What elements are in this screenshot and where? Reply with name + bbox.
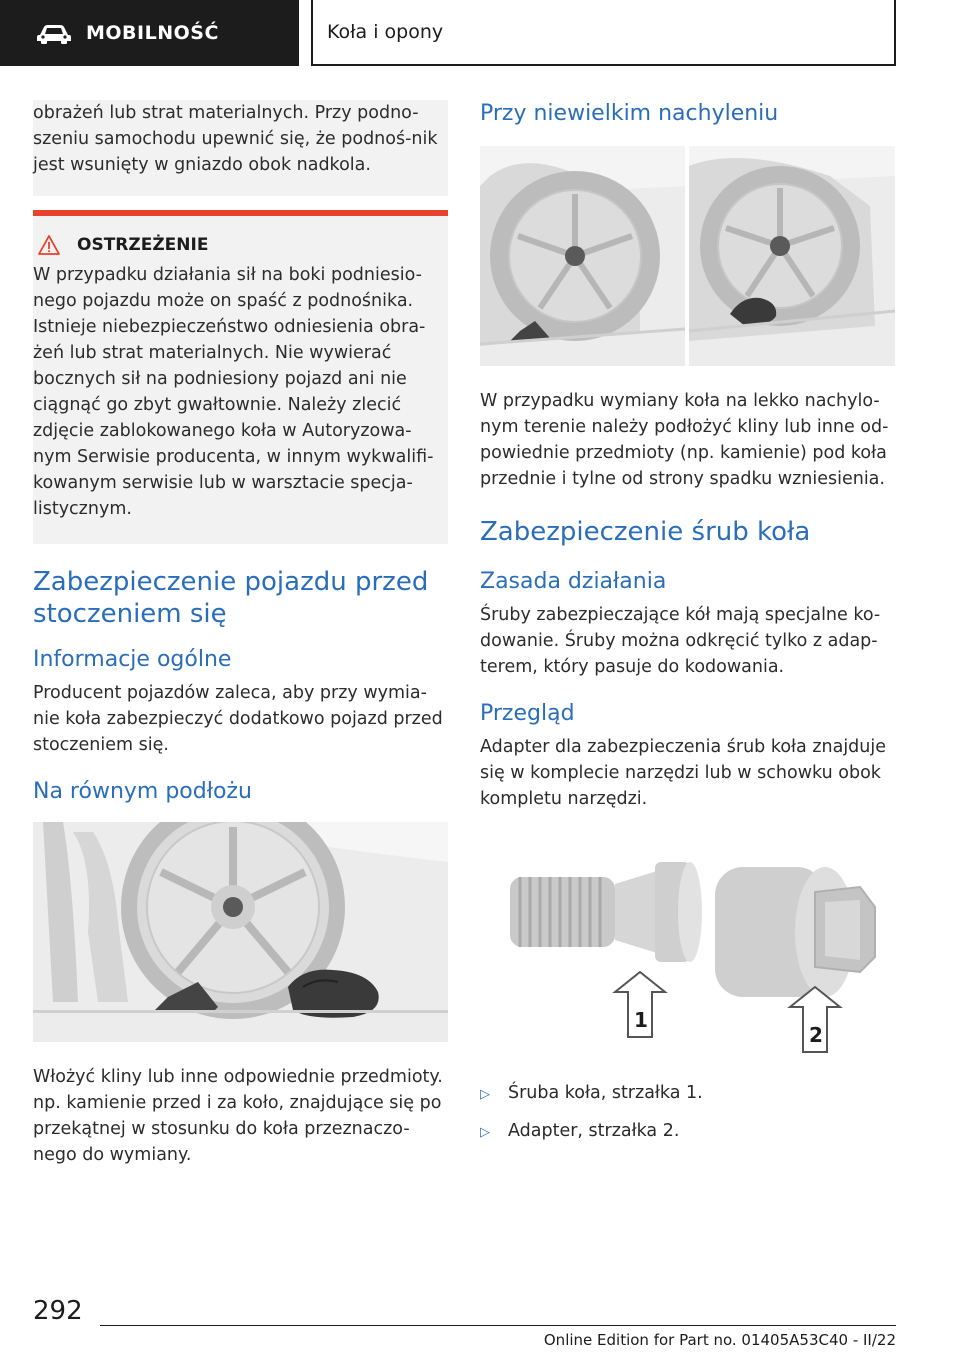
page-number: 292 bbox=[33, 1296, 83, 1326]
wheel-chock-slope-image bbox=[480, 146, 895, 366]
warning-box bbox=[33, 210, 448, 544]
triangle-bullet-icon: ▷ bbox=[480, 1125, 490, 1140]
list-item: ▷ Adapter, strzałka 2. bbox=[480, 1118, 895, 1146]
general-info-text: Producent pojazdów zaleca, aby przy wymia-nie koła zabezpieczyć dodatkowo pojazd przed stoczeniem się. bbox=[33, 683, 443, 755]
heading-prevent-rolling: Zabezpieczenie pojazdu przed stoczeniem się bbox=[33, 567, 429, 629]
triangle-bullet-icon: ▷ bbox=[480, 1087, 490, 1102]
heading-slight-slope: Przy niewielkim nachyleniu bbox=[480, 101, 779, 126]
car-icon bbox=[36, 21, 72, 45]
right-column bbox=[480, 100, 895, 1156]
heading-level-ground: Na równym podłożu bbox=[33, 779, 252, 804]
warning-header bbox=[33, 234, 448, 256]
parts-list bbox=[480, 1080, 895, 1146]
warning-title: OSTRZEŻENIE bbox=[77, 235, 209, 255]
continued-warning-text: obrażeń lub strat materialnych. Przy podno-szeniu samochodu upewnić się, że podnoś-nik jest wsunięty w gniazdo obok nadkola. bbox=[33, 103, 438, 175]
heading-general-info: Informacje ogólne bbox=[33, 647, 232, 672]
section-tab bbox=[0, 0, 299, 66]
level-ground-text: Włożyć kliny lub inne odpowiednie przedmioty. np. kamienie przed i za koło, znajdujące się po przekątnej w stosunku do koła przeznaczo-nego do wymiany. bbox=[33, 1067, 443, 1165]
bolt-adapter-illustration bbox=[480, 832, 895, 1062]
slope-illustration bbox=[480, 146, 895, 366]
heading-overview: Przegląd bbox=[480, 701, 575, 726]
slope-text: W przypadku wymiany koła na lekko nachylo-nym terenie należy podłożyć kliny lub inne od-powiednie przedmioty (np. kamienie) pod koła przednie i tylne od strony spadku wzniesienia. bbox=[480, 391, 889, 489]
continued-warning-box bbox=[33, 100, 448, 196]
warning-text: W przypadku działania sił na boki podniesio-nego pojazdu może on spaść z podnośnika. Istnieje niebezpieczeństwo odniesienia obra-żeń lub strat materialnych. Nie wywierać bocznych sił na podniesiony pojazd ani nie ciągnąć go zbyt gwałtownie. Należy zlecić zdjęcie zablokowanego koła w Autoryzowa-nym Serwisie producenta, w innym wykwalifi-kowanym serwisie lub w warsztacie specja-listycznym. bbox=[33, 265, 434, 519]
callout-1: 1 bbox=[634, 1008, 648, 1032]
warning-triangle-icon bbox=[37, 234, 61, 256]
section-title: MOBILNOŚĆ bbox=[86, 22, 219, 44]
footer-divider bbox=[100, 1325, 896, 1326]
wheel-chock-level-image bbox=[33, 822, 448, 1042]
heading-principle: Zasada działania bbox=[480, 569, 667, 594]
chapter-title: Koła i opony bbox=[327, 21, 444, 43]
overview-text: Adapter dla zabezpieczenia śrub koła znajduje się w komplecie narzędzi lub w schowku obok kompletu narzędzi. bbox=[480, 737, 887, 809]
level-ground-illustration bbox=[33, 822, 448, 1042]
list-item: ▷ Śruba koła, strzałka 1. bbox=[480, 1080, 895, 1108]
callout-2: 2 bbox=[809, 1023, 823, 1047]
heading-wheel-bolt-lock: Zabezpieczenie śrub koła bbox=[480, 517, 811, 547]
principle-text: Śruby zabezpieczające kół mają specjalne ko-dowanie. Śruby można odkręcić tylko z adap-terem, który pasuje do kodowania. bbox=[480, 605, 881, 677]
left-column bbox=[33, 100, 448, 1168]
chapter-header bbox=[311, 0, 896, 66]
bolt-adapter-image bbox=[480, 832, 895, 1062]
edition-footer: Online Edition for Part no. 01405A53C40 - II/22 bbox=[543, 1331, 896, 1349]
